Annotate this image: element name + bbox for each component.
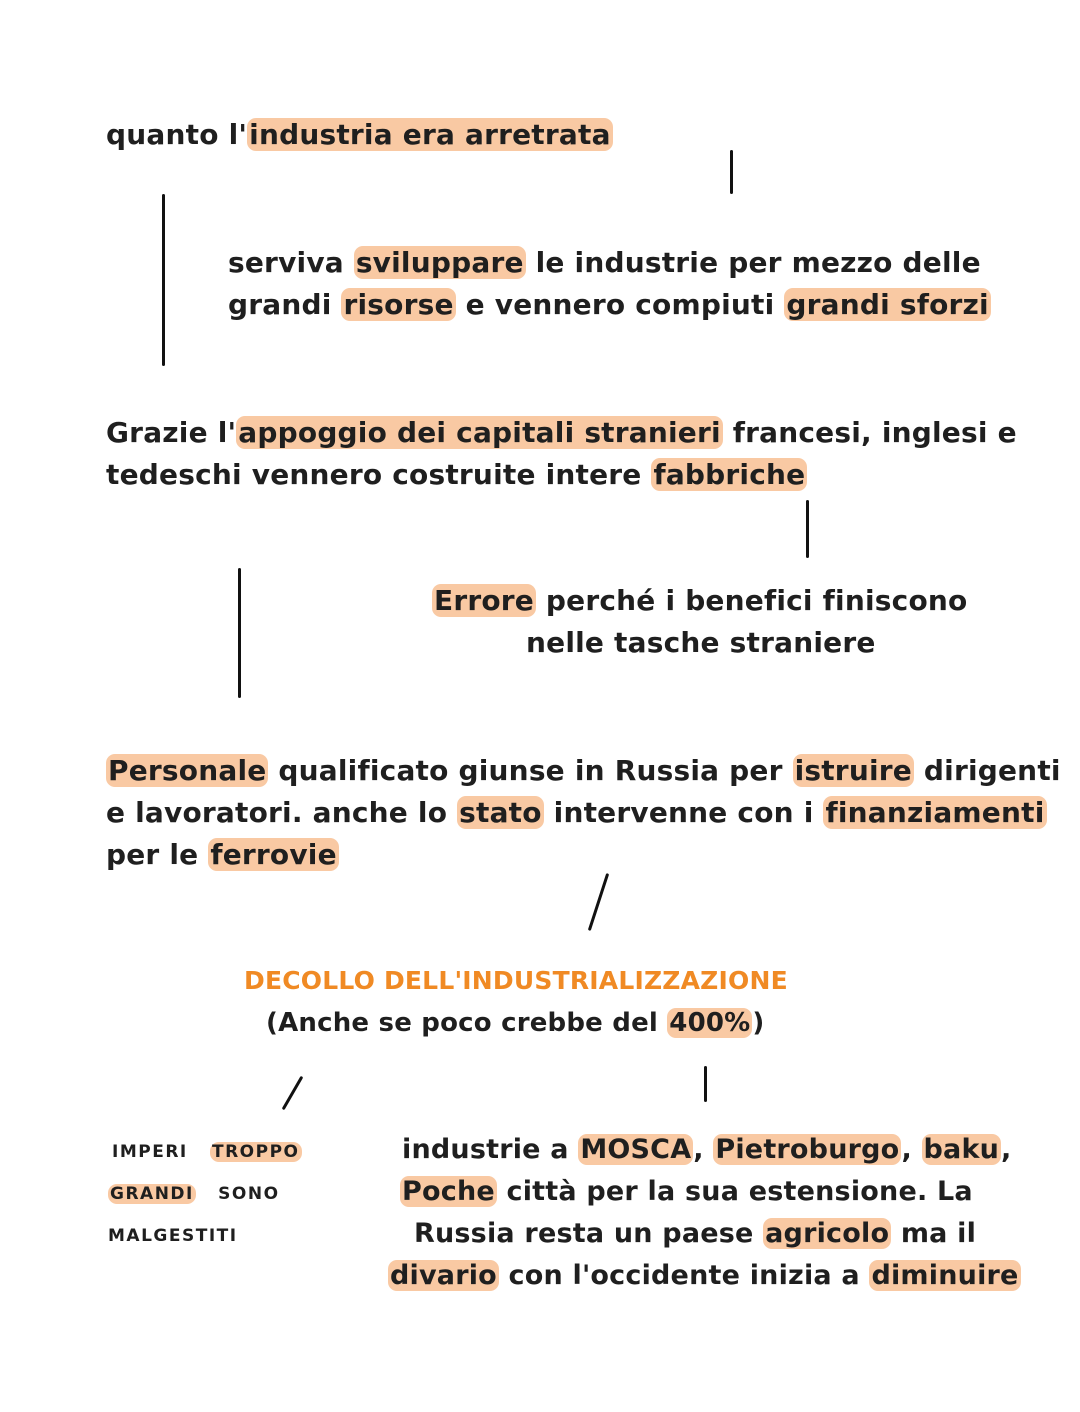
highlight-text: istruire xyxy=(794,754,912,787)
note-text: le industrie per mezzo delle xyxy=(525,246,981,279)
note-text: serviva xyxy=(228,246,354,279)
note-line-4 xyxy=(106,416,1017,449)
highlight-text: 400% xyxy=(669,1008,751,1038)
note-text: (Anche se poco crebbe del xyxy=(266,1008,668,1038)
highlight-text: ferrovie xyxy=(210,838,337,871)
highlight-text: finanziamenti xyxy=(825,796,1045,829)
note-text: IMPERI xyxy=(112,1142,188,1162)
note-text: , xyxy=(1001,1134,1012,1165)
note-text: con l'occidente inizia a xyxy=(498,1260,870,1291)
highlight-text: sviluppare xyxy=(355,246,524,279)
note-text: intervenne con i xyxy=(543,796,824,829)
highlight-text: appoggio dei capitali stranieri xyxy=(238,416,721,449)
note-line-14 xyxy=(414,1218,976,1249)
note-text: Grazie l' xyxy=(106,416,237,449)
note-text: nelle tasche straniere xyxy=(526,626,876,659)
note-line-11 xyxy=(266,1008,765,1038)
section-title: DECOLLO DELL'INDUSTRIALIZZAZIONE xyxy=(244,966,788,995)
note-text: per le xyxy=(106,838,209,871)
note-text: dirigenti xyxy=(913,754,1061,787)
highlight-text: industria era arretrata xyxy=(249,118,611,151)
note-text: MALGESTITI xyxy=(108,1226,238,1246)
highlight-text: divario xyxy=(390,1260,497,1291)
note-line-3 xyxy=(228,288,991,321)
connector-line xyxy=(588,873,609,931)
note-text: perché i benefici finiscono xyxy=(535,584,968,617)
note-text: industrie a xyxy=(402,1134,579,1165)
note-text: , xyxy=(901,1134,922,1165)
note-text: quanto l' xyxy=(106,118,248,151)
side-note-line-3 xyxy=(108,1226,238,1246)
note-line-7 xyxy=(526,626,876,659)
note-text: e lavoratori. anche lo xyxy=(106,796,458,829)
highlight-text: Errore xyxy=(434,584,534,617)
note-text: grandi xyxy=(228,288,342,321)
highlight-text: Poche xyxy=(402,1176,495,1207)
note-line-9 xyxy=(106,796,1047,829)
connector-line xyxy=(704,1066,707,1102)
note-line-12 xyxy=(402,1134,1012,1165)
note-text: tedeschi vennero costruite intere xyxy=(106,458,652,491)
side-note-line-2 xyxy=(108,1184,280,1204)
highlight-text: risorse xyxy=(343,288,454,321)
note-line-15 xyxy=(388,1260,1021,1291)
note-line-5 xyxy=(106,458,807,491)
highlight-text: MOSCA xyxy=(580,1134,692,1165)
note-text: e vennero compiuti xyxy=(455,288,785,321)
highlight-text: baku xyxy=(923,1134,1000,1165)
highlight-text: GRANDI xyxy=(110,1184,194,1204)
note-line-6 xyxy=(432,584,967,617)
highlight-text: stato xyxy=(459,796,542,829)
highlight-text: diminuire xyxy=(871,1260,1019,1291)
highlight-text: TROPPO xyxy=(212,1142,300,1162)
note-text: qualificato giunse in Russia per xyxy=(268,754,793,787)
note-text: francesi, inglesi e xyxy=(722,416,1017,449)
note-line-8 xyxy=(106,754,1061,787)
note-text: SONO xyxy=(218,1184,280,1204)
note-text: , xyxy=(693,1134,714,1165)
note-text: città per la sua estensione. La xyxy=(496,1176,973,1207)
note-line-10 xyxy=(106,838,339,871)
connector-line xyxy=(730,150,733,194)
note-text: Russia resta un paese xyxy=(414,1218,764,1249)
highlight-text: fabbriche xyxy=(653,458,806,491)
connector-line xyxy=(162,194,165,366)
note-text: ma il xyxy=(891,1218,977,1249)
highlight-text: Personale xyxy=(108,754,267,787)
highlight-text: Pietroburgo xyxy=(715,1134,900,1165)
connector-line xyxy=(238,568,241,698)
connector-line xyxy=(806,500,809,558)
highlight-text: grandi sforzi xyxy=(786,288,989,321)
connector-line xyxy=(282,1076,304,1110)
note-line-1 xyxy=(106,118,613,151)
note-line-2 xyxy=(228,246,981,279)
side-note-line-1 xyxy=(112,1142,302,1162)
note-line-13 xyxy=(400,1176,973,1207)
highlight-text: agricolo xyxy=(765,1218,890,1249)
note-text: ) xyxy=(752,1008,765,1038)
